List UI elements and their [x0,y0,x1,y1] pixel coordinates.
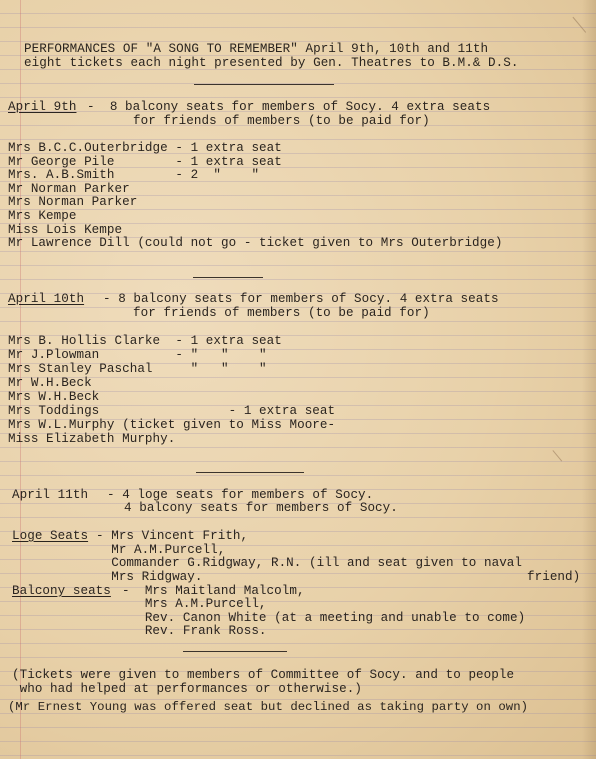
loge-entry: - Mrs Vincent Frith, [96,529,249,543]
section-divider [196,472,304,473]
balcony-entry: - Mrs Maitland Malcolm, [122,584,305,598]
april-10-entry: Mrs Stanley Paschal " " " [8,362,267,376]
note-line-1: (Tickets were given to members of Committee of Socy. and to people [12,668,515,682]
april-10-entry: Mr W.H.Beck [8,376,92,390]
april-11-summary-1: - 4 loge seats for members of Socy. [107,488,374,502]
loge-continuation: friend) [527,570,581,584]
april-9-entry: Mrs. A.B.Smith - 2 " " [8,168,260,182]
april-9-entry: Mr George Pile - 1 extra seat [8,155,282,169]
april-9-entry: Miss Lois Kempe [8,223,123,237]
section-divider [193,277,263,278]
april-9-summary-2: for friends of members (to be paid for) [133,114,430,128]
note-line-3: (Mr Ernest Young was offered seat but declined as taking party on own) [8,700,529,714]
paper-mark [545,450,562,468]
april-9-entry: Mr Norman Parker [8,182,130,196]
april-9-entry: Mrs Norman Parker [8,195,138,209]
april-10-entry: Mrs B. Hollis Clarke - 1 extra seat [8,334,282,348]
april-10-date: April 10th [8,292,85,306]
note-line-2: who had helped at performances or otherwise.) [12,682,362,696]
april-10-entry: Mrs Toddings - 1 extra seat [8,404,336,418]
april-10-entry: Miss Elizabeth Murphy. [8,432,176,446]
april-10-entry: Mrs W.H.Beck [8,390,100,404]
section-divider [183,651,287,652]
april-9-entry: Mrs B.C.C.Outerbridge - 1 extra seat [8,141,282,155]
balcony-seats-label: Balcony seats [12,584,111,598]
april-10-entry: Mrs W.L.Murphy (ticket given to Miss Moore- [8,418,336,432]
april-9-entry: Mrs Kempe [8,209,77,223]
loge-seats-label: Loge Seats [12,529,89,543]
loge-entry: Mr A.M.Purcell, [96,543,226,557]
loge-entry: Mrs Ridgway. [96,570,203,584]
april-10-summary-1: - 8 balcony seats for members of Socy. 4 extra seats [103,292,499,306]
heading-line-1: PERFORMANCES OF "A SONG TO REMEMBER" April 9th, 10th and 11th [24,42,489,56]
page-edge-shadow [582,0,596,759]
heading-line-2: eight tickets each night presented by Gen. Theatres to B.M.& D.S. [24,56,519,70]
heading-underline [194,84,334,85]
april-11-date: April 11th [12,488,89,502]
balcony-entry: Rev. Canon White (at a meeting and unable to come) [122,611,526,625]
loge-entry: Commander G.Ridgway, R.N. (ill and seat given to naval [96,556,523,570]
balcony-entry: Mrs A.M.Purcell, [122,597,267,611]
april-10-entry: Mr J.Plowman - " " " [8,348,267,362]
april-9-date: April 9th [8,100,77,114]
april-11-summary-2: 4 balcony seats for members of Socy. [124,501,398,515]
april-10-summary-2: for friends of members (to be paid for) [133,306,430,320]
april-9-entry: Mr Lawrence Dill (could not go - ticket given to Mrs Outerbridge) [8,236,503,250]
balcony-entry: Rev. Frank Ross. [122,624,267,638]
april-9-summary-1: - 8 balcony seats for members of Socy. 4 extra seats [87,100,491,114]
